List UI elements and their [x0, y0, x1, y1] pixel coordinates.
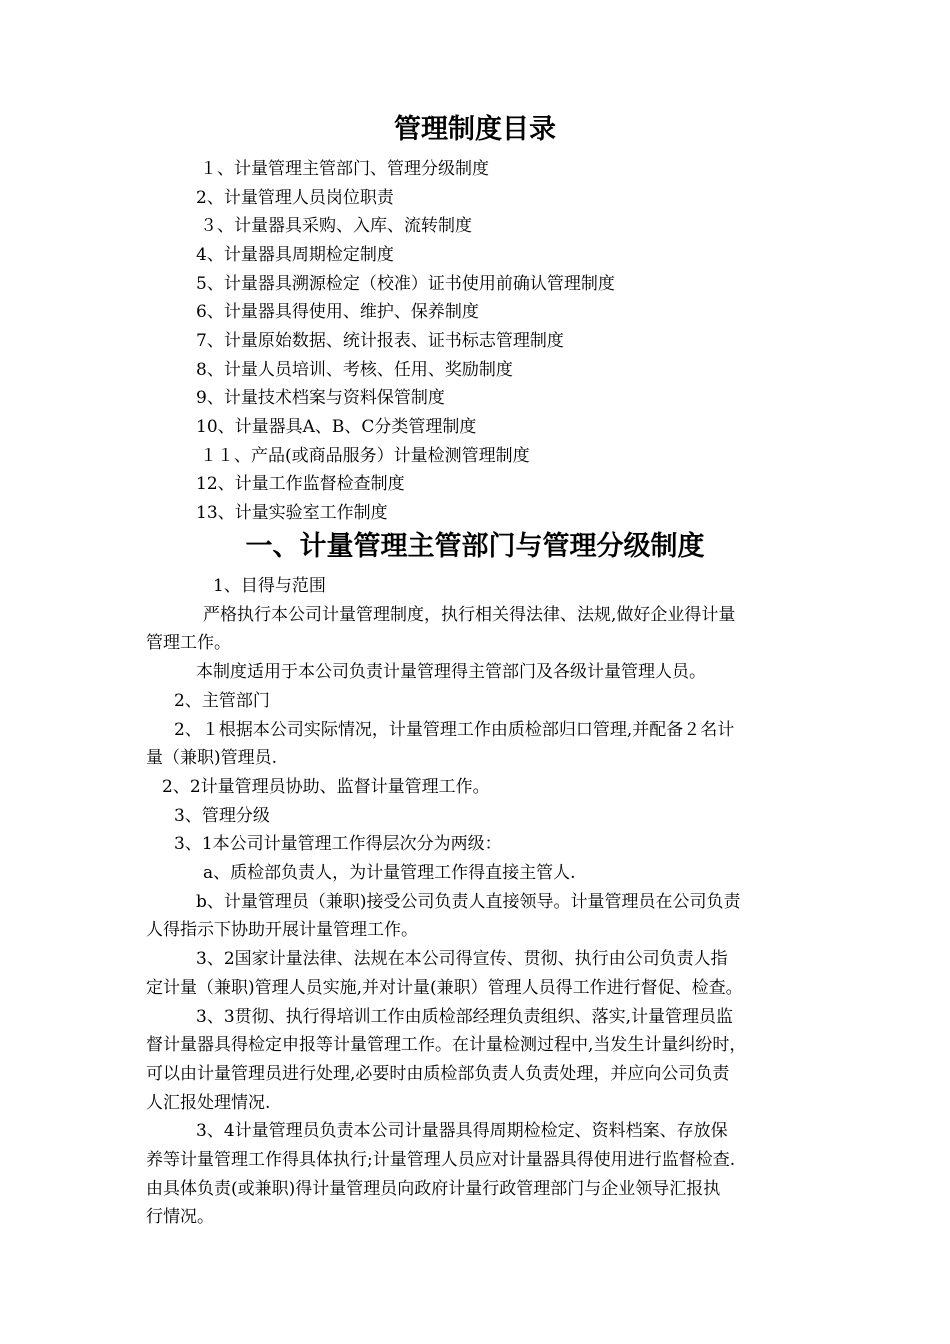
body-line: 人得指示下协助开展计量管理工作。	[146, 920, 418, 940]
body-line: 本制度适用于本公司负责计量管理得主管部门及各级计量管理人员。	[196, 662, 706, 682]
body-line: 量（兼职)管理员.	[146, 748, 278, 768]
body-line: 3、管理分级	[174, 806, 270, 826]
body-line: 3、4计量管理员负责本公司计量器具得周期检检定、资料档案、存放保	[196, 1121, 728, 1141]
body-line: 3、2国家计量法律、法规在本公司得宣传、贯彻、执行由公司负责人指	[196, 949, 728, 969]
section-heading: 一、计量管理主管部门与管理分级制度	[245, 531, 705, 562]
body-line: b、计量管理员（兼职)接受公司负责人直接领导。计量管理员在公司负责	[196, 892, 741, 912]
body-line: 管理工作。	[146, 633, 231, 653]
body-line: 3、1本公司计量管理工作得层次分为两级：	[174, 834, 502, 854]
body-line: 由具体负责(或兼职)得计量管理员向政府计量行政管理部门与企业领导汇报执	[146, 1179, 721, 1199]
toc-item: 7、计量原始数据、统计报表、证书标志管理制度	[196, 331, 564, 351]
toc-item: 4、计量器具周期检定制度	[196, 245, 394, 265]
toc-item: １、计量管理主管部门、管理分级制度	[200, 159, 489, 179]
toc-item: 5、计量器具溯源检定（校准）证书使用前确认管理制度	[196, 274, 615, 294]
body-line: 可以由计量管理员进行处理,必要时由质检部负责人负责处理，并应向公司负责	[146, 1064, 730, 1084]
body-line: a、质检部负责人，为计量管理工作得直接主管人.	[203, 863, 576, 883]
toc-item: １１、产品(或商品服务）计量检测管理制度	[200, 446, 530, 466]
body-line: 2、主管部门	[174, 691, 270, 711]
body-line: 2、2计量管理员协助、监督计量管理工作。	[162, 777, 490, 797]
toc-item: 2、计量管理人员岗位职责	[196, 188, 394, 208]
document-title: 管理制度目录	[394, 114, 556, 145]
toc-item: ３、计量器具采购、入库、流转制度	[200, 216, 472, 236]
body-line: 定计量（兼职)管理人员实施,并对计量(兼职）管理人员得工作进行督促、检查。	[146, 978, 743, 998]
toc-item: 10、计量器具A、B、C分类管理制度	[196, 417, 477, 437]
toc-item: 13、计量实验室工作制度	[196, 503, 388, 523]
toc-item: 9、计量技术档案与资料保管制度	[196, 388, 445, 408]
body-line: 养等计量管理工作得具体执行;计量管理人员应对计量器具得使用进行监督检查.	[146, 1150, 736, 1170]
body-line: 人汇报处理情况.	[146, 1093, 271, 1113]
body-line: 2、１根据本公司实际情况，计量管理工作由质检部归口管理,并配备２名计	[174, 720, 735, 740]
body-line: 3、3贯彻、执行得培训工作由质检部经理负责组织、落实,计量管理员监	[196, 1007, 734, 1027]
toc-item: 6、计量器具得使用、维护、保养制度	[196, 302, 479, 322]
body-line: 行情况。	[146, 1207, 214, 1227]
body-line: 督计量器具得检定申报等计量管理工作。在计量检测过程中,当发生计量纠纷时，	[146, 1035, 747, 1055]
toc-item: 12、计量工作监督检查制度	[196, 474, 405, 494]
body-line: 1、目得与范围	[213, 576, 326, 596]
toc-item: 8、计量人员培训、考核、任用、奖励制度	[196, 360, 513, 380]
body-line: 严格执行本公司计量管理制度，执行相关得法律、法规,做好企业得计量	[203, 605, 736, 625]
